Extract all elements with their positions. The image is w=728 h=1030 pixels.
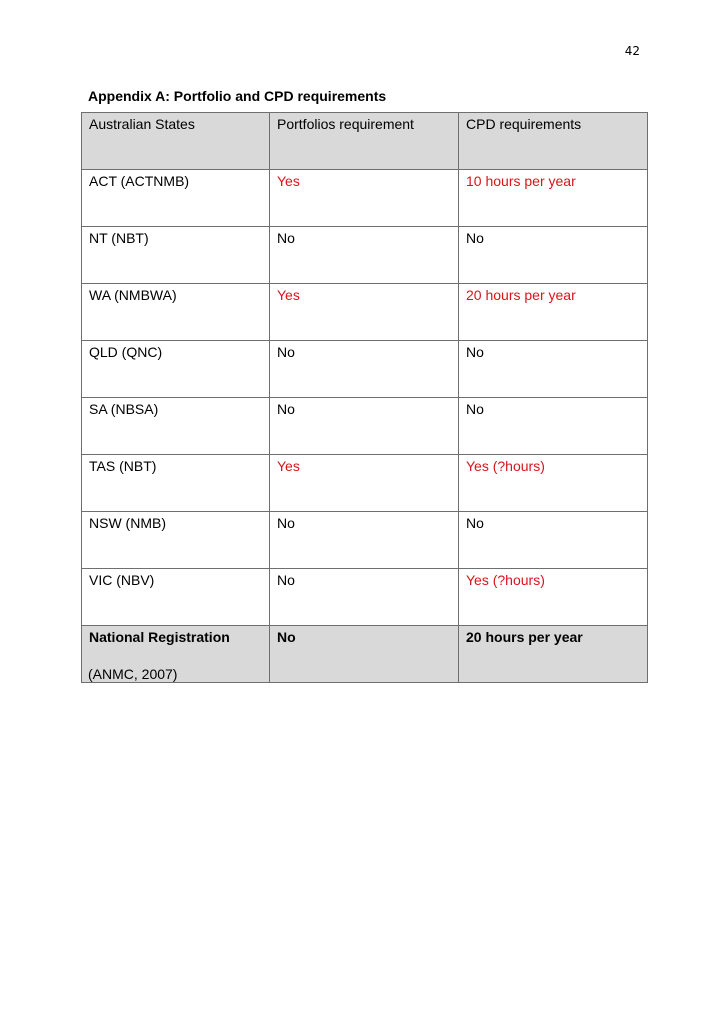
table-row xyxy=(82,227,648,284)
portfolio-cell: No xyxy=(270,569,459,626)
appendix-heading: Appendix A: Portfolio and CPD requirements xyxy=(88,88,387,104)
portfolio-cell: Yes xyxy=(270,170,459,227)
table-header-row xyxy=(82,113,648,170)
state-cell: NSW (NMB) xyxy=(82,512,270,569)
table-row xyxy=(82,284,648,341)
state-cell: NT (NBT) xyxy=(82,227,270,284)
table-row xyxy=(82,455,648,512)
portfolio-cell: No xyxy=(270,341,459,398)
portfolio-cell: Yes xyxy=(270,284,459,341)
requirements-table xyxy=(81,112,648,683)
table-row xyxy=(82,170,648,227)
portfolio-cell: No xyxy=(270,398,459,455)
table-row xyxy=(82,398,648,455)
portfolio-cell: No xyxy=(270,512,459,569)
state-cell: SA (NBSA) xyxy=(82,398,270,455)
cpd-cell: Yes (?hours) xyxy=(459,569,648,626)
cpd-cell: No xyxy=(459,341,648,398)
cpd-cell: No xyxy=(459,227,648,284)
cpd-cell: No xyxy=(459,512,648,569)
cpd-cell: 10 hours per year xyxy=(459,170,648,227)
citation: (ANMC, 2007) xyxy=(88,666,178,682)
portfolio-cell: Yes xyxy=(270,455,459,512)
portfolio-cell: No xyxy=(270,227,459,284)
footer-cell-cpd: 20 hours per year xyxy=(459,626,648,683)
state-cell: WA (NMBWA) xyxy=(82,284,270,341)
header-cell-cpd: CPD requirements xyxy=(459,113,648,170)
page-number: 42 xyxy=(624,44,640,58)
cpd-cell: No xyxy=(459,398,648,455)
table-row xyxy=(82,512,648,569)
cpd-cell: Yes (?hours) xyxy=(459,455,648,512)
cpd-cell: 20 hours per year xyxy=(459,284,648,341)
state-cell: ACT (ACTNMB) xyxy=(82,170,270,227)
state-cell: QLD (QNC) xyxy=(82,341,270,398)
table-row xyxy=(82,341,648,398)
footer-cell-portfolio: No xyxy=(270,626,459,683)
header-cell-portfolios: Portfolios requirement xyxy=(270,113,459,170)
table-row xyxy=(82,569,648,626)
state-cell: VIC (NBV) xyxy=(82,569,270,626)
footer-cell-national: National Registration xyxy=(82,626,270,683)
header-cell-states: Australian States xyxy=(82,113,270,170)
state-cell: TAS (NBT) xyxy=(82,455,270,512)
